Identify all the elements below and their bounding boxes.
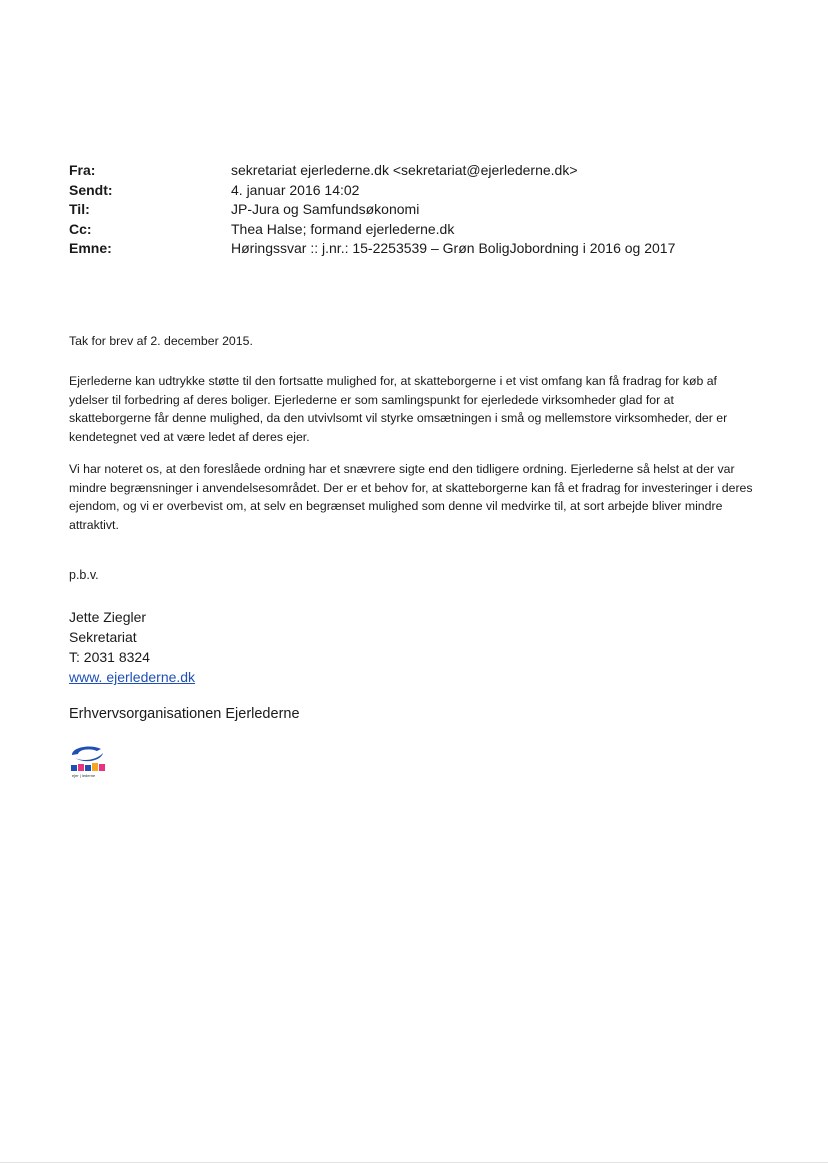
svg-text:ejer | lederne: ejer | lederne (72, 773, 96, 778)
ejerlederne-logo-icon (69, 742, 109, 782)
body-paragraph-1: Tak for brev af 2. december 2015. (69, 334, 253, 348)
header-row-to (69, 200, 675, 220)
header-row-sent (69, 181, 675, 201)
to-value: JP-Jura og Samfundsøkonomi (231, 201, 420, 217)
email-header (69, 161, 675, 259)
organization-name: Erhvervsorganisationen Ejerlederne (69, 706, 300, 722)
cc-label: Cc: (69, 220, 92, 237)
header-row-from (69, 161, 675, 181)
to-label: Til: (69, 201, 90, 217)
from-value: sekretariat ejerlederne.dk <sekretariat@ejerlederne.dk> (231, 162, 578, 178)
subject-value: Høringssvar :: j.nr.: 15-2253539 – Grøn BoligJobordning i 2016 og 2017 (231, 240, 676, 256)
website-link[interactable]: www. ejerlederne.dk (69, 669, 196, 685)
body-paragraph-3: Vi har noteret os, at den foreslåede ordning har et snævrere sigte end den tidligere ordning. Ejerlederne så helst at der var mindre begrænsninger i anvendelsesområdet. Der er et behov for, at skatteborgerne kan få et fradrag for investeringer i deres ejendom, og vi er overbevist om, at selv en begrænset mulighed som denne vil medvirke til, at sort arbejde bliver mindre attraktivt. (69, 462, 753, 532)
sent-value: 4. januar 2016 14:02 (231, 181, 360, 198)
cc-value: Thea Halse; formand ejerlederne.dk (231, 220, 455, 237)
from-label: Fra: (69, 162, 96, 178)
signature-department: Sekretariat (69, 629, 137, 645)
page-bottom-edge (0, 1162, 828, 1163)
subject-label: Emne: (69, 240, 112, 256)
header-row-cc (69, 220, 675, 240)
header-row-subject (69, 239, 675, 259)
signature-name: Jette Ziegler (69, 609, 147, 625)
signature-phone: T: 2031 8324 (69, 649, 150, 665)
body-paragraph-2: Ejerlederne kan udtrykke støtte til den fortsatte mulighed for, at skatteborgerne i et vist omfang kan få fradrag for køb af ydelser til forbedring af deres boliger. Ejerlederne er som samlingspunkt for ejerledede virksomheder glad for at skatteborgerne får denne mulighed, da den utvivlsomt vil styrke omsætningen i små og mellemstore virksomheder, der er kendetegnet ved at være ledet af deres ejer. (69, 374, 728, 444)
signature-block (69, 607, 195, 687)
sent-label: Sendt: (69, 181, 113, 198)
closing-text: p.b.v. (69, 568, 99, 582)
